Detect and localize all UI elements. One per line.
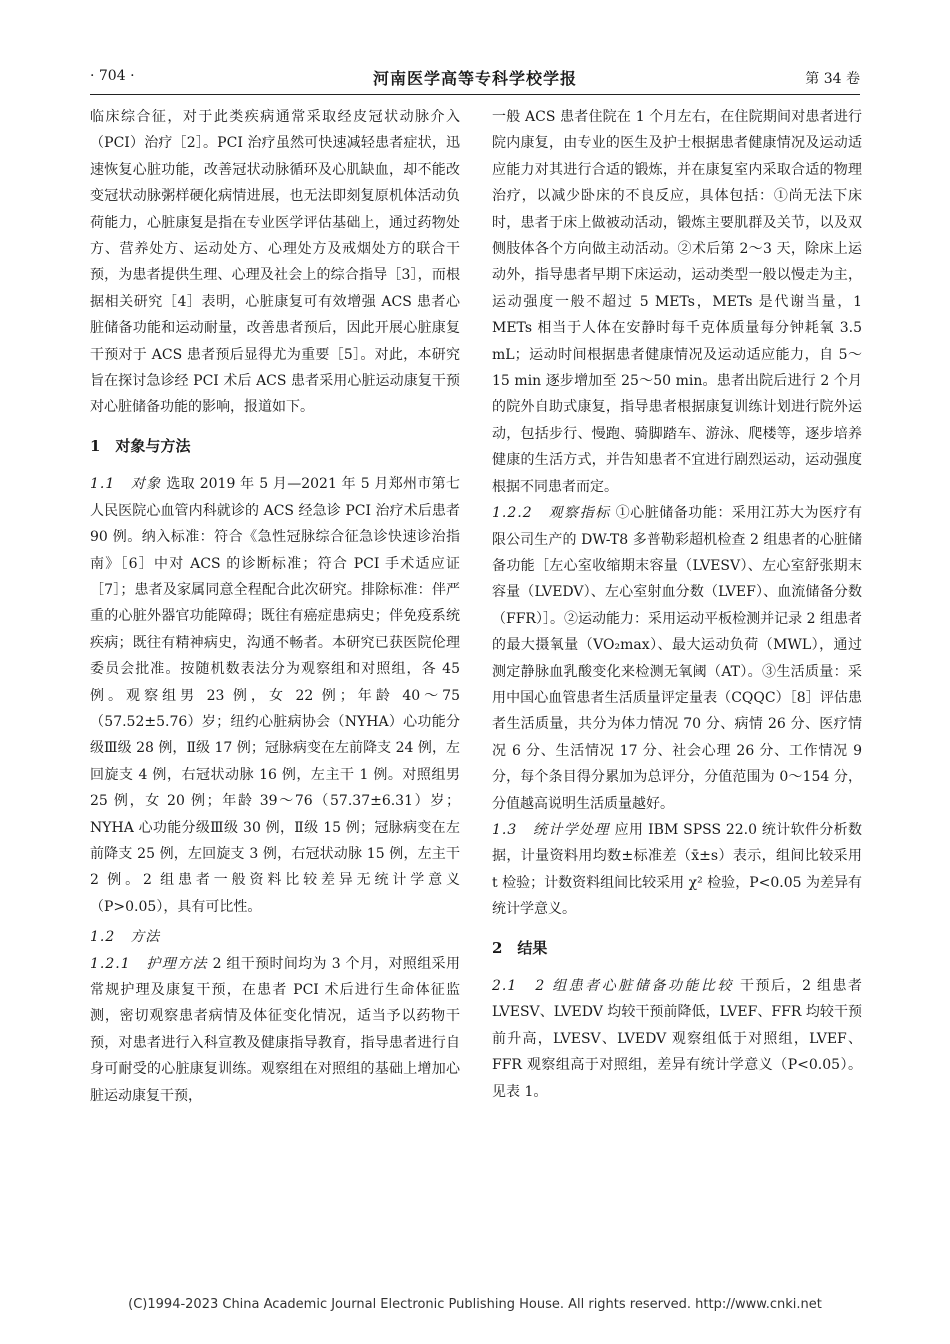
subsection-1-2-1 [90,951,460,1109]
subsection-1-3-lead: 1.3 统计学处理 [492,821,610,838]
left-column [90,104,460,1109]
subsection-1-1 [90,471,460,920]
section-2-heading: 2 结果 [492,938,548,957]
subsection-2-1 [492,973,862,1105]
section-1-heading: 1 对象与方法 [90,436,191,455]
subsection-1-1-text: 选取 2019 年 5 月—2021 年 5 月郑州市第七人民医院心血管内科就诊的 ACS 经急诊 PCI 治疗术后患者 90 例。纳入标准：符合《急性冠脉综合征急诊快速诊治指南》［6］中对 ACS 的诊断标准；符合 PCI 手术适应证［7］；患者及家属同意全程配合此次研究。排除标准：伴严重的心脏外器官功能障碍；既往有癌症患病史；伴免疫系统疾病；既往有精神病史，沟通不畅者。本研究已获医院伦理委员会批准。按随机数表法分为观察组和对照组，各 45 例。观察组男 23 例，女 22 例；年龄 40～75（57.52±5.76）岁；纽约心脏病协会（NYHA）心功能分级Ⅲ级 28 例，Ⅱ级 17 例；冠脉病变在左前降支 24 例，左回旋支 4 例，右冠状动脉 16 例，左主干 1 例。对照组男 25 例，女 20 例；年龄 39～76（57.37±6.31）岁；NYHA 心功能分级Ⅲ级 30 例，Ⅱ级 15 例；冠脉病变在左前降支 25 例，左回旋支 3 例，右冠状动脉 15 例，左主干 2 例。2 组患者一般资料比较差异无统计学意义（P>0.05），具有可比性。 [90,476,460,915]
subsection-1-2-2-text: ①心脏储备功能：采用江苏大为医疗有限公司生产的 DW-T8 多普勒彩超机检查 2 组患者的心脏储备功能［左心室收缩期末容量（LVESV）、左心室舒张期末容量（LVEDV）、左心室射血分数（LVEF）、血流储备分数（FFR）］。②运动能力：采用运动平板检测并记录 2 组患者的最大摄氧量（VO₂max）、最大运动负荷（MWL），通过测定静脉血乳酸变化来检测无氧阈（AT）。③生活质量：采用中国心血管患者生活质量评定量表（CQQC）［8］评估患者生活质量，共分为体力情况 70 分、病情 26 分、医疗情况 6 分、生活情况 17 分、社会心理 26 分、工作情况 9 分，每个条目得分累加为总评分，分值范围为 0～154 分，分值越高说明生活质量越好。 [492,505,862,812]
subsection-1-2-2-lead: 1.2.2 观察指标 [492,505,611,522]
header-rule [90,94,860,95]
page-number: · 704 · [90,68,135,84]
subsection-1-2-heading: 1.2 方法 [90,929,161,946]
subsection-1-2-2 [492,500,862,817]
subsection-1-2-1-text: 2 组干预时间均为 3 个月，对照组采用常规护理及康复干预，在患者 PCI 术后进行生命体征监测，密切观察患者病情及体征变化情况，适当予以药物干预，对患者进行入科宣教及健康指导教育，指导患者进行自身可耐受的心脏康复训练。观察组在对照组的基础上增加心脏运动康复干预， [90,955,461,1104]
subsection-2-1-lead: 2.1 2 组患者心脏储备功能比较 [492,978,734,994]
right-column [492,104,862,1105]
subsection-1-3 [492,817,862,923]
copyright-footer: (C)1994-2023 China Academic Journal Electronic Publishing House. All rights reserved. http://www.cnki.net [128,1297,822,1312]
intro-paragraph: 临床综合征，对于此类疾病通常采取经皮冠状动脉介入（PCI）治疗［2］。PCI 治疗虽然可快速减轻患者症状，迅速恢复心脏功能，改善冠状动脉循环及心肌缺血，却不能改变冠状动脉粥样硬化病情进展，也无法即刻复原机体活动负荷能力，心脏康复是指在专业医学评估基础上，通过药物处方、营养处方、运动处方、心理处方及戒烟处方的联合干预，为患者提供生理、心理及社会上的综合指导［3］，而根据相关研究［4］表明，心脏康复可有效增强 ACS 患者心脏储备功能和运动耐量，改善患者预后，因此开展心脏康复干预对于 ACS 患者预后显得尤为重要［5］。对此，本研究旨在探讨急诊经 PCI 术后 ACS 患者采用心脏运动康复干预对心脏储备功能的影响，报道如下。 [90,109,460,416]
subsection-1-2-1-lead: 1.2.1 护理方法 [90,955,208,972]
volume-label: 第 34 卷 [805,71,860,87]
journal-title: 河南医学高等专科学校学报 [372,69,577,88]
subsection-2-1-text: 干预后，2 组患者 LVESV、LVEDV 均较干预前降低，LVEF、FFR 均较干预前升高，LVESV、LVEDV 观察组低于对照组，LVEF、FFR 观察组高于对照组，差异有统计学意义（P<0.05）。见表 1。 [492,978,863,1100]
subsection-1-3-text: 应用 IBM SPSS 22.0 统计软件分析数据，计量资料用均数±标准差（x̄±s）表示，组间比较采用 t 检验；计数资料组间比较采用 χ² 检验，P<0.05 为差异有统计学意义。 [492,821,863,918]
nursing-continuation: 一般 ACS 患者住院在 1 个月左右，在住院期间对患者进行院内康复，由专业的医生及护士根据患者健康情况及运动适应能力对其进行合适的锻炼，并在康复室内采取合适的物理治疗，以减少卧床的不良反应，具体包括：①尚无法下床时，患者于床上做被动活动，锻炼主要肌群及关节，以及双侧肢体各个方向做主动活动。②术后第 2～3 天，除床上运动外，指导患者早期下床运动，运动类型一般以慢走为主，运动强度一般不超过 5 METs，METs 是代谢当量，1 METs 相当于人体在安静时每千克体质量每分钟耗氧 3.5 mL；运动时间根据患者健康情况及运动适应能力，自 5～15 min 逐步增加至 25～50 min。患者出院后进行 2 个月的院外自助式康复，指导患者根据康复训练计划进行院外运动，包括步行、慢跑、骑脚踏车、游泳、爬楼等，逐步培养健康的生活方式，并告知患者不宜进行剧烈运动，运动强度根据不同患者而定。 [492,109,862,495]
running-header [90,64,860,92]
subsection-1-1-lead: 1.1 对象 [90,476,162,493]
